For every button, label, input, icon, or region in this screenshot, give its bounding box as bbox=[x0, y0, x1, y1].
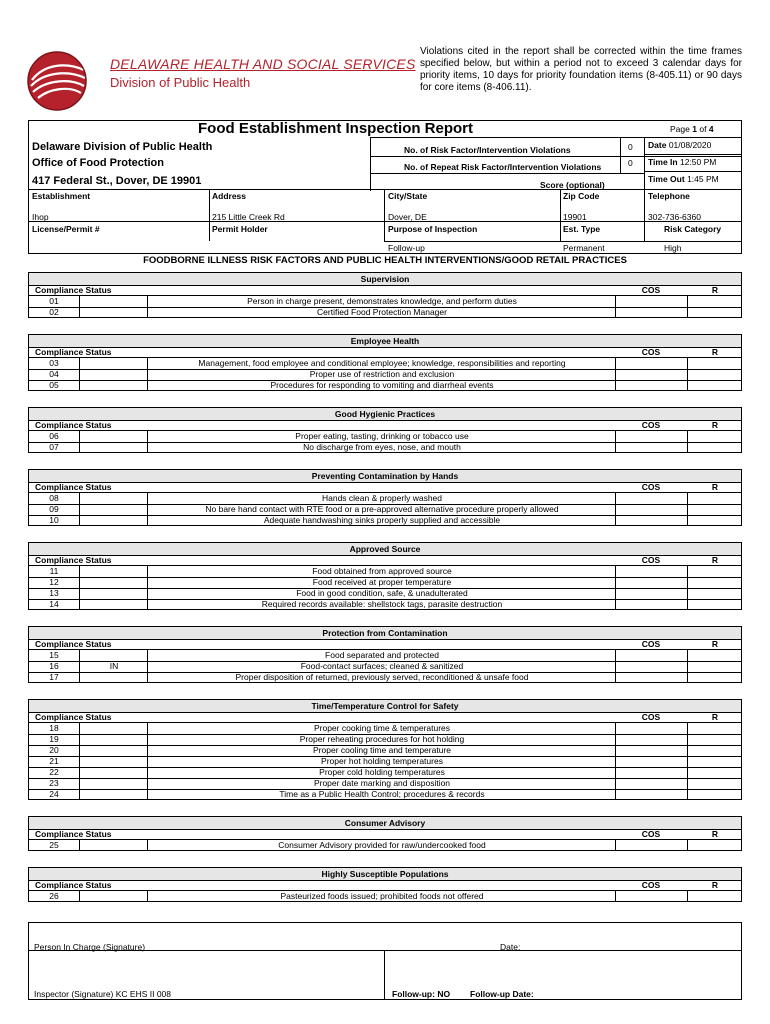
section-6 bbox=[28, 699, 742, 800]
repeat-cell bbox=[687, 358, 744, 369]
item-description: Food received at proper temperature bbox=[147, 577, 616, 588]
cos-cell bbox=[615, 504, 688, 515]
repeat-cell bbox=[687, 577, 744, 588]
item-description: Time as a Public Health Control; procedures & records bbox=[147, 789, 616, 800]
section-title: Highly Susceptible Populations bbox=[29, 868, 741, 881]
repeat-cell bbox=[687, 369, 744, 380]
repeat-cell bbox=[687, 778, 744, 789]
cos-cell bbox=[615, 756, 688, 767]
item-description: Food obtained from approved source bbox=[147, 566, 616, 577]
repeat-cell bbox=[687, 789, 744, 800]
repeat-cell bbox=[687, 307, 744, 318]
item-number: 23 bbox=[49, 778, 59, 788]
item-number: 02 bbox=[49, 307, 59, 317]
item-status bbox=[79, 789, 148, 800]
time-out-value: 1:45 PM bbox=[687, 174, 719, 184]
agency-name: DELAWARE HEALTH AND SOCIAL SERVICES bbox=[110, 56, 416, 72]
item-number: 04 bbox=[49, 369, 59, 379]
permit-holder-label: Permit Holder bbox=[212, 224, 268, 234]
purpose-label: Purpose of Inspection bbox=[388, 224, 478, 234]
license-label: License/Permit # bbox=[32, 224, 100, 234]
item-status: IN bbox=[79, 661, 148, 672]
item-number: 15 bbox=[49, 650, 59, 660]
cos-cell bbox=[615, 745, 688, 756]
item-description: Proper date marking and disposition bbox=[147, 778, 616, 789]
cos-header: COS bbox=[641, 482, 661, 492]
item-status bbox=[79, 358, 148, 369]
cos-header: COS bbox=[641, 829, 661, 839]
item-description: Proper reheating procedures for hot holding bbox=[147, 734, 616, 745]
item-description: No discharge from eyes, nose, and mouth bbox=[147, 442, 616, 453]
repeat-violations-value: 0 bbox=[628, 158, 633, 168]
repeat-cell bbox=[687, 431, 744, 442]
item-status bbox=[79, 296, 148, 307]
phone-value: 302-736-6360 bbox=[648, 212, 701, 222]
item-status bbox=[79, 369, 148, 380]
compliance-status-header: Compliance Status bbox=[35, 712, 112, 722]
item-number: 05 bbox=[49, 380, 59, 390]
city-label: City/State bbox=[388, 191, 428, 201]
table-row bbox=[29, 891, 741, 902]
repeat-cell bbox=[687, 891, 744, 902]
item-description: Consumer Advisory provided for raw/undercooked food bbox=[147, 840, 616, 851]
cos-cell bbox=[615, 723, 688, 734]
table-row bbox=[29, 515, 741, 526]
compliance-status-header: Compliance Status bbox=[35, 482, 112, 492]
zip-label: Zip Code bbox=[563, 191, 600, 201]
item-status bbox=[79, 891, 148, 902]
item-description: Management, food employee and conditional employee; knowledge, responsibilities and reporting bbox=[147, 358, 616, 369]
date-signature-label: Date: bbox=[500, 942, 521, 952]
cos-cell bbox=[615, 566, 688, 577]
zip-value: 19901 bbox=[563, 212, 587, 222]
item-status bbox=[79, 767, 148, 778]
violation-notice: Violations cited in the report shall be corrected within the time frames specified below, but within a period not to exceed 3 calendar days for priority items, 10 days for priority foundation items (8-405.11) or 90 days for core items (8-406.11). bbox=[420, 46, 742, 93]
item-number: 14 bbox=[49, 599, 59, 609]
item-number: 22 bbox=[49, 767, 59, 777]
establishment-value: Ihop bbox=[32, 212, 49, 222]
address-label: Address bbox=[212, 191, 247, 201]
page-indicator bbox=[670, 124, 714, 134]
item-status bbox=[79, 734, 148, 745]
table-row bbox=[29, 840, 741, 851]
item-number: 09 bbox=[49, 504, 59, 514]
cos-cell bbox=[615, 734, 688, 745]
section-0 bbox=[28, 272, 742, 318]
person-in-charge-label: Person In Charge (Signature) bbox=[34, 942, 146, 952]
section-8 bbox=[28, 867, 742, 902]
item-number: 07 bbox=[49, 442, 59, 452]
risk-category-value: High bbox=[664, 243, 682, 253]
item-number: 25 bbox=[49, 840, 59, 850]
page-number: 1 bbox=[692, 124, 697, 134]
repeat-cell bbox=[687, 599, 744, 610]
item-description: Required records available: shellstock tags, parasite destruction bbox=[147, 599, 616, 610]
cos-cell bbox=[615, 767, 688, 778]
repeat-header: R bbox=[711, 639, 719, 649]
repeat-header: R bbox=[711, 555, 719, 565]
time-in-field bbox=[648, 157, 716, 167]
repeat-cell bbox=[687, 672, 744, 683]
cos-cell bbox=[615, 515, 688, 526]
item-number: 13 bbox=[49, 588, 59, 598]
item-status bbox=[79, 493, 148, 504]
table-row bbox=[29, 307, 741, 318]
time-out-field bbox=[648, 174, 719, 184]
table-row bbox=[29, 380, 741, 391]
report-title: Food Establishment Inspection Report bbox=[198, 120, 474, 137]
cos-cell bbox=[615, 672, 688, 683]
compliance-status-header: Compliance Status bbox=[35, 285, 112, 295]
repeat-cell bbox=[687, 588, 744, 599]
purpose-value: Follow-up bbox=[388, 243, 425, 253]
repeat-header: R bbox=[711, 482, 719, 492]
item-status bbox=[79, 723, 148, 734]
section-title: Protection from Contamination bbox=[29, 627, 741, 640]
cos-cell bbox=[615, 789, 688, 800]
cos-header: COS bbox=[641, 555, 661, 565]
cos-cell bbox=[615, 431, 688, 442]
section-3 bbox=[28, 469, 742, 526]
repeat-cell bbox=[687, 756, 744, 767]
repeat-cell bbox=[687, 745, 744, 756]
cos-cell bbox=[615, 307, 688, 318]
repeat-cell bbox=[687, 767, 744, 778]
risk-violations-label: No. of Risk Factor/Intervention Violations bbox=[404, 145, 571, 155]
compliance-status-header: Compliance Status bbox=[35, 347, 112, 357]
repeat-header: R bbox=[711, 347, 719, 357]
office-line-1: Delaware Division of Public Health bbox=[32, 141, 213, 153]
item-number: 20 bbox=[49, 745, 59, 755]
repeat-cell bbox=[687, 661, 744, 672]
cos-cell bbox=[615, 661, 688, 672]
item-description: Proper cold holding temperatures bbox=[147, 767, 616, 778]
item-status bbox=[79, 442, 148, 453]
section-header bbox=[29, 880, 741, 891]
followup-label: Follow-up: NO bbox=[392, 989, 451, 999]
section-2 bbox=[28, 407, 742, 453]
repeat-header: R bbox=[711, 712, 719, 722]
compliance-status-header: Compliance Status bbox=[35, 555, 112, 565]
item-description: Proper use of restriction and exclusion bbox=[147, 369, 616, 380]
page-total: 4 bbox=[708, 124, 714, 134]
cos-cell bbox=[615, 588, 688, 599]
repeat-header: R bbox=[711, 880, 719, 890]
risk-violations-value: 0 bbox=[628, 142, 633, 152]
item-number: 19 bbox=[49, 734, 59, 744]
table-row bbox=[29, 599, 741, 610]
section-header bbox=[29, 285, 741, 296]
date-label: Date bbox=[648, 140, 667, 150]
table-row bbox=[29, 789, 741, 800]
section-title: Supervision bbox=[29, 273, 741, 286]
repeat-cell bbox=[687, 296, 744, 307]
cos-cell bbox=[615, 358, 688, 369]
cos-cell bbox=[615, 577, 688, 588]
cos-header: COS bbox=[641, 639, 661, 649]
est-type-value: Permanent bbox=[563, 243, 605, 253]
item-status bbox=[79, 566, 148, 577]
date-field bbox=[648, 140, 711, 150]
item-status bbox=[79, 650, 148, 661]
phone-label: Telephone bbox=[648, 191, 690, 201]
date-value: 01/08/2020 bbox=[668, 140, 712, 150]
cos-header: COS bbox=[641, 347, 661, 357]
page-of: of bbox=[699, 124, 707, 134]
section-header bbox=[29, 712, 741, 723]
office-line-2: Office of Food Protection bbox=[32, 157, 164, 169]
cos-cell bbox=[615, 891, 688, 902]
repeat-cell bbox=[687, 380, 744, 391]
repeat-cell bbox=[687, 734, 744, 745]
item-description: Hands clean & properly washed bbox=[147, 493, 616, 504]
compliance-status-header: Compliance Status bbox=[35, 420, 112, 430]
cos-cell bbox=[615, 778, 688, 789]
section-title: Good Hygienic Practices bbox=[29, 408, 741, 421]
cos-cell bbox=[615, 599, 688, 610]
item-number: 06 bbox=[49, 431, 59, 441]
item-description: Proper eating, tasting, drinking or tobacco use bbox=[147, 431, 616, 442]
item-number: 12 bbox=[49, 577, 59, 587]
item-description: Food-contact surfaces; cleaned & sanitized bbox=[147, 661, 616, 672]
cos-header: COS bbox=[641, 712, 661, 722]
item-description: Procedures for responding to vomiting and diarrheal events bbox=[147, 380, 616, 391]
section-7 bbox=[28, 816, 742, 851]
office-line-3: 417 Federal St., Dover, DE 19901 bbox=[32, 175, 202, 187]
item-number: 24 bbox=[49, 789, 59, 799]
section-header bbox=[29, 639, 741, 650]
item-status bbox=[79, 745, 148, 756]
repeat-cell bbox=[687, 566, 744, 577]
repeat-cell bbox=[687, 650, 744, 661]
section-title: Time/Temperature Control for Safety bbox=[29, 700, 741, 713]
inspector-label: Inspector (Signature) KC EHS II 008 bbox=[34, 989, 172, 999]
repeat-header: R bbox=[711, 285, 719, 295]
section-header bbox=[29, 829, 741, 840]
section-title: Approved Source bbox=[29, 543, 741, 556]
score-label: Score (optional) bbox=[540, 180, 605, 190]
repeat-cell bbox=[687, 493, 744, 504]
cos-cell bbox=[615, 442, 688, 453]
cos-header: COS bbox=[641, 285, 661, 295]
item-number: 18 bbox=[49, 723, 59, 733]
division-name: Division of Public Health bbox=[110, 75, 251, 90]
city-value: Dover, DE bbox=[388, 212, 427, 222]
item-description: Proper disposition of returned, previously served, reconditioned & unsafe food bbox=[147, 672, 616, 683]
compliance-status-header: Compliance Status bbox=[35, 880, 112, 890]
item-number: 21 bbox=[49, 756, 59, 766]
section-header bbox=[29, 555, 741, 566]
compliance-status-header: Compliance Status bbox=[35, 829, 112, 839]
item-number: 17 bbox=[49, 672, 59, 682]
page-label: Page bbox=[670, 124, 690, 134]
establishment-label: Establishment bbox=[32, 191, 91, 201]
item-number: 11 bbox=[49, 566, 59, 576]
item-number: 01 bbox=[49, 296, 59, 306]
repeat-cell bbox=[687, 840, 744, 851]
repeat-cell bbox=[687, 504, 744, 515]
item-status bbox=[79, 588, 148, 599]
section-banner: FOODBORNE ILLNESS RISK FACTORS AND PUBLIC HEALTH INTERVENTIONS/GOOD RETAIL PRACTICES bbox=[143, 255, 627, 266]
item-number: 10 bbox=[49, 515, 59, 525]
item-description: Person in charge present, demonstrates knowledge, and perform duties bbox=[147, 296, 616, 307]
table-row bbox=[29, 672, 741, 683]
item-description: Proper hot holding temperatures bbox=[147, 756, 616, 767]
item-status bbox=[79, 840, 148, 851]
item-status bbox=[79, 307, 148, 318]
item-description: Proper cooking time & temperatures bbox=[147, 723, 616, 734]
compliance-status-header: Compliance Status bbox=[35, 639, 112, 649]
cos-cell bbox=[615, 369, 688, 380]
repeat-cell bbox=[687, 442, 744, 453]
time-in-value: 12:50 PM bbox=[679, 157, 717, 167]
repeat-cell bbox=[687, 723, 744, 734]
repeat-header: R bbox=[711, 420, 719, 430]
dhss-logo-icon bbox=[26, 50, 88, 112]
item-status bbox=[79, 380, 148, 391]
item-description: Food in good condition, safe, & unadulterated bbox=[147, 588, 616, 599]
section-4 bbox=[28, 542, 742, 610]
section-header bbox=[29, 482, 741, 493]
item-description: Food separated and protected bbox=[147, 650, 616, 661]
item-status bbox=[79, 756, 148, 767]
item-number: 08 bbox=[49, 493, 59, 503]
repeat-header: R bbox=[711, 829, 719, 839]
time-in-label: Time In bbox=[648, 157, 678, 167]
table-row bbox=[29, 442, 741, 453]
item-description: Adequate handwashing sinks properly supplied and accessible bbox=[147, 515, 616, 526]
item-description: Certified Food Protection Manager bbox=[147, 307, 616, 318]
section-header bbox=[29, 420, 741, 431]
section-5 bbox=[28, 626, 742, 683]
cos-cell bbox=[615, 380, 688, 391]
item-status bbox=[79, 599, 148, 610]
cos-cell bbox=[615, 493, 688, 504]
time-out-label: Time Out bbox=[648, 174, 685, 184]
item-status bbox=[79, 504, 148, 515]
cos-header: COS bbox=[641, 420, 661, 430]
item-status bbox=[79, 577, 148, 588]
address-value: 215 Little Creek Rd bbox=[212, 212, 285, 222]
item-status bbox=[79, 515, 148, 526]
item-number: 16 bbox=[49, 661, 59, 671]
item-description: Proper cooling time and temperature bbox=[147, 745, 616, 756]
est-type-label: Est. Type bbox=[563, 224, 601, 234]
item-status bbox=[79, 431, 148, 442]
item-description: Pasteurized foods issued; prohibited foods not offered bbox=[147, 891, 616, 902]
section-header bbox=[29, 347, 741, 358]
item-status bbox=[79, 778, 148, 789]
cos-cell bbox=[615, 650, 688, 661]
item-status bbox=[79, 672, 148, 683]
followup-date-label: Follow-up Date: bbox=[470, 989, 534, 999]
cos-cell bbox=[615, 296, 688, 307]
section-title: Preventing Contamination by Hands bbox=[29, 470, 741, 483]
repeat-cell bbox=[687, 515, 744, 526]
section-title: Consumer Advisory bbox=[29, 817, 741, 830]
cos-cell bbox=[615, 840, 688, 851]
repeat-violations-label: No. of Repeat Risk Factor/Intervention Violations bbox=[404, 162, 602, 172]
section-1 bbox=[28, 334, 742, 391]
cos-header: COS bbox=[641, 880, 661, 890]
item-description: No bare hand contact with RTE food or a pre-approved alternative procedure properly allowed bbox=[147, 504, 616, 515]
section-title: Employee Health bbox=[29, 335, 741, 348]
risk-category-label: Risk Category bbox=[664, 224, 722, 234]
item-number: 26 bbox=[49, 891, 59, 901]
item-number: 03 bbox=[49, 358, 59, 368]
